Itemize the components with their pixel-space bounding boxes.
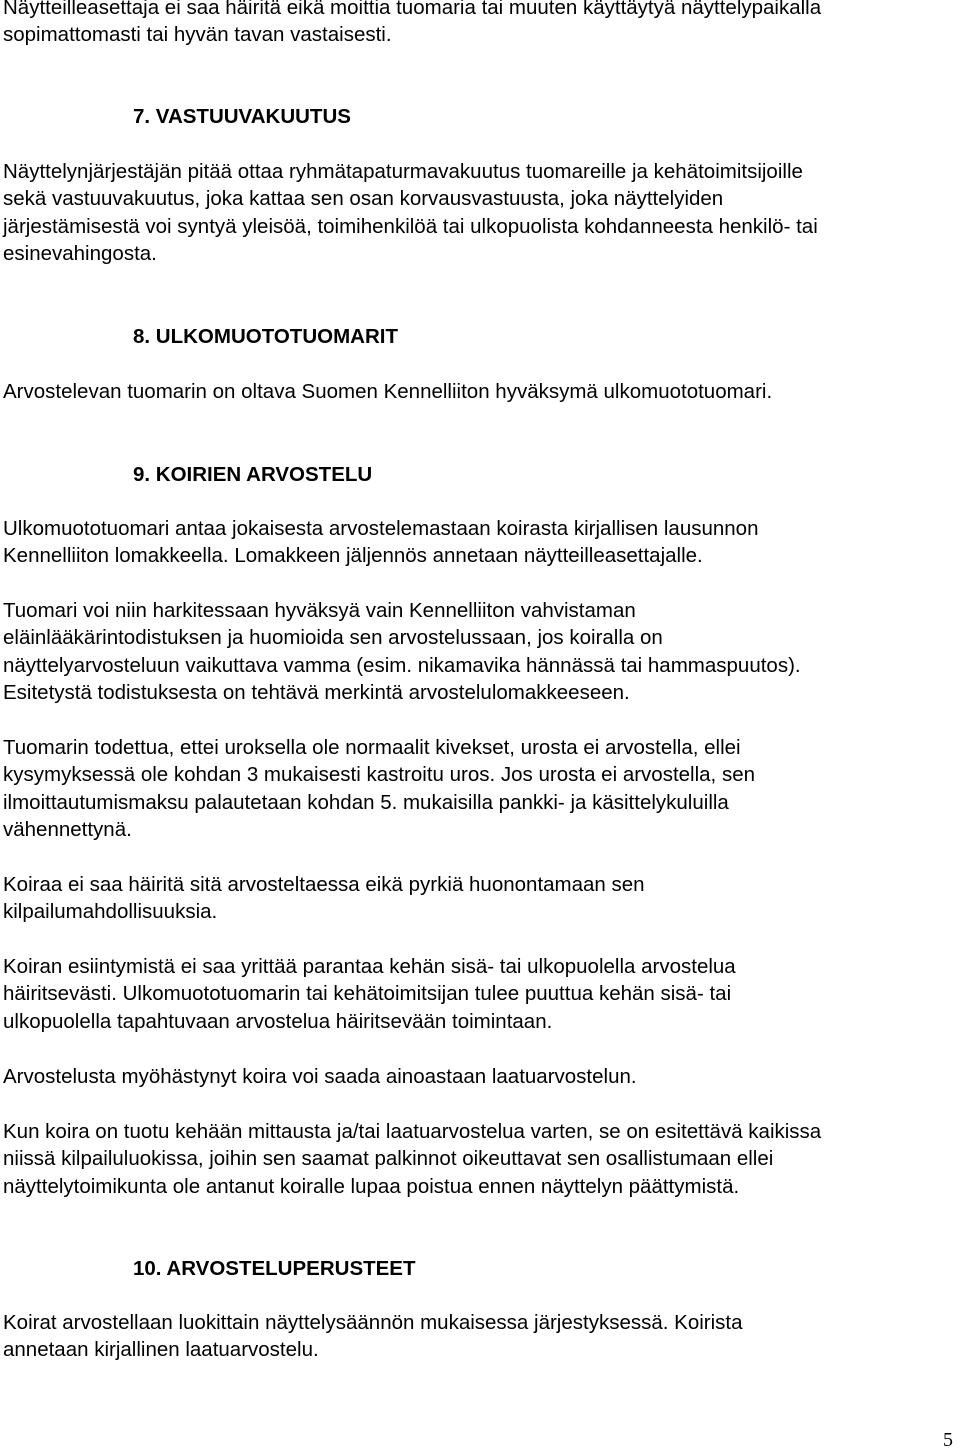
- section-9-paragraph-5: [3, 953, 958, 1035]
- text-line: Arvostelusta myöhästynyt koira voi saada ainoastaan laatuarvostelun.: [3, 1065, 637, 1088]
- section-heading-8: 8. ULKOMUOTOTUOMARIT: [133, 325, 398, 348]
- section-9-paragraph-7: [3, 1118, 958, 1200]
- text-line: Kennelliiton lomakkeella. Lomakkeen jäljennös annetaan näytteilleasettajalle.: [3, 544, 703, 568]
- text-line: Koiran esiintymistä ei saa yrittää parantaa kehän sisä- tai ulkopuolella arvostelua: [3, 955, 736, 978]
- text-line: niissä kilpailuluokissa, joihin sen saamat palkinnot oikeuttavat sen osallistumaan ellei: [3, 1147, 774, 1171]
- intro-paragraph: [3, 0, 958, 49]
- text-line: häiritsevästi. Ulkomuototuomarin tai kehätoimitsijan tulee puuttua kehän sisä- tai: [3, 982, 732, 1006]
- text-line: annetaan kirjallinen laatuarvostelu.: [3, 1338, 319, 1362]
- section-7-paragraph: [3, 158, 958, 267]
- section-9-paragraph-6: [3, 1063, 958, 1090]
- text-line: Tuomarin todettua, ettei uroksella ole normaalit kivekset, urosta ei arvostella, ellei: [3, 736, 741, 759]
- text-line: Arvostelevan tuomarin on oltava Suomen Kennelliiton hyväksymä ulkomuototuomari.: [3, 380, 773, 403]
- text-line: Näyttelynjärjestäjän pitää ottaa ryhmätapaturmavakuutus tuomareille ja kehätoimitsijoille: [3, 160, 803, 183]
- text-line: ulkopuolella tapahtuvaan arvostelua häiritsevään toimintaan.: [3, 1009, 553, 1033]
- section-9-paragraph-1: [3, 515, 958, 570]
- text-line: Kun koira on tuotu kehään mittausta ja/tai laatuarvostelua varten, se on esitettävä kaikissa: [3, 1120, 822, 1143]
- text-line: Koiraa ei saa häiritä sitä arvosteltaessa eikä pyrkiä huonontamaan sen: [3, 873, 645, 896]
- text-line: eläinlääkärintodistuksen ja huomioida sen arvostelussaan, jos koiralla on: [3, 626, 663, 650]
- text-line: Ulkomuototuomari antaa jokaisesta arvostelemastaan koirasta kirjallisen lausunnon: [3, 517, 759, 540]
- text-line: järjestämisestä voi syntyä yleisöä, toimihenkilöä tai ulkopuolista kohdanneesta henkilö- tai: [3, 214, 818, 238]
- section-heading-10: 10. ARVOSTELUPERUSTEET: [133, 1257, 416, 1280]
- text-line: sekä vastuuvakuutus, joka kattaa sen osan korvausvastuusta, joka näyttelyiden: [3, 187, 724, 211]
- text-line: Esitetystä todistuksesta on tehtävä merkintä arvostelulomakkeeseen.: [3, 680, 630, 704]
- section-8-paragraph: [3, 378, 958, 405]
- page-number: 5: [943, 1429, 953, 1451]
- text-line: ilmoittautumismaksu palautetaan kohdan 5. mukaisilla pankki- ja käsittelykuluilla: [3, 790, 729, 814]
- section-10-paragraph: [3, 1309, 958, 1364]
- text-line: Tuomari voi niin harkitessaan hyväksyä vain Kennelliiton vahvistaman: [3, 599, 636, 622]
- text-line: kilpailumahdollisuuksia.: [3, 900, 218, 924]
- section-9-paragraph-3: [3, 734, 958, 843]
- text-line: vähennettynä.: [3, 817, 132, 841]
- text-line: näyttelytoimikunta ole antanut koiralle lupaa poistua ennen näyttelyn päättymistä.: [3, 1174, 740, 1198]
- text-line: näyttelyarvosteluun vaikuttava vamma (esim. nikamavika hännässä tai hammaspuutos).: [3, 653, 801, 677]
- text-line: sopimattomasti tai hyvän tavan vastaisesti.: [3, 23, 392, 47]
- section-9-paragraph-2: [3, 597, 958, 706]
- section-9-paragraph-4: [3, 871, 958, 926]
- text-line: Näytteilleasettaja ei saa häiritä eikä moittia tuomaria tai muuten käyttäytyä näyttelypaikalla: [3, 0, 822, 19]
- text-line: esinevahingosta.: [3, 241, 157, 265]
- text-line: kysymyksessä ole kohdan 3 mukaisesti kastroitu uros. Jos urosta ei arvostella, sen: [3, 763, 755, 787]
- section-heading-9: 9. KOIRIEN ARVOSTELU: [133, 463, 373, 486]
- section-heading-7: 7. VASTUUVAKUUTUS: [133, 105, 351, 128]
- text-line: Koirat arvostellaan luokittain näyttelysäännön mukaisessa järjestyksessä. Koirista: [3, 1311, 743, 1334]
